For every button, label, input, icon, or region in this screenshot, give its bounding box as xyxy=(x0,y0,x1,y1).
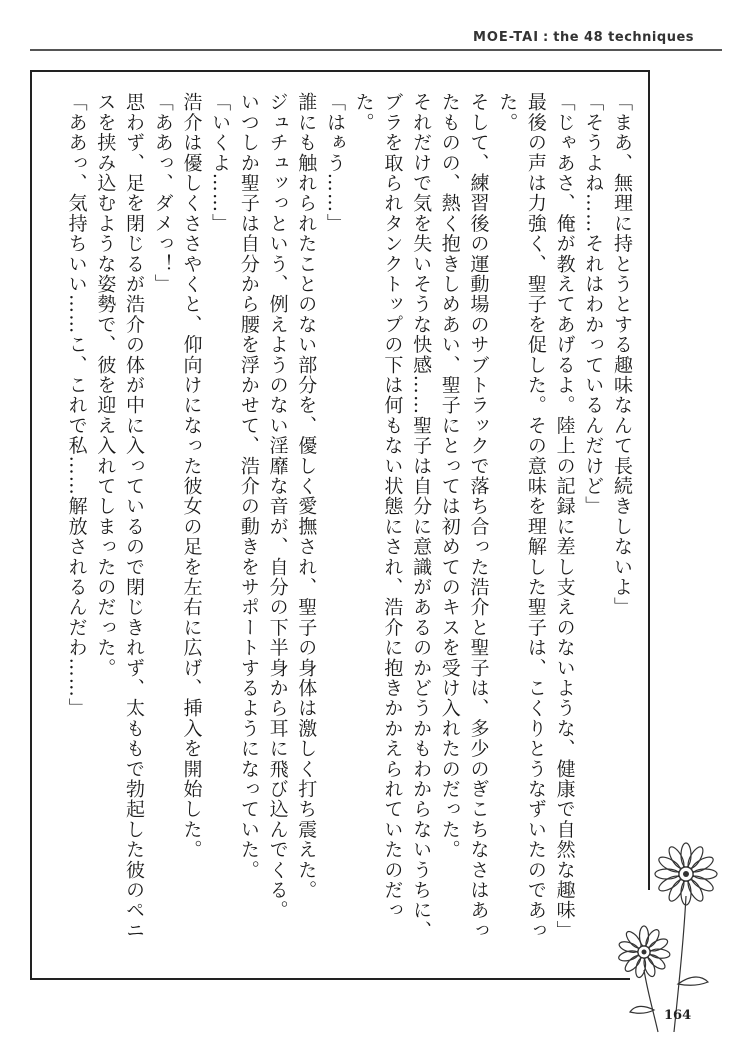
header-subtitle: the 48 techniques xyxy=(553,30,694,45)
paragraph: 最後の声は力強く、聖子を促した。その意味を理解した聖子は、こくりとうなずいたのであった。 xyxy=(496,92,547,941)
daisy-flowers-icon xyxy=(614,834,734,1034)
paragraph: 「じゃあさ、俺が教えてあげるよ。陸上の記録に差し支えのないような、健康で自然な趣味」 xyxy=(553,92,576,941)
paragraph: 「そうよね……それはわかっているんだけど」 xyxy=(582,92,605,517)
vertical-body-text xyxy=(65,92,636,952)
paragraph: それだけで気を失いそうな快感……聖子は自分に意識があるのかどうかもわからないうちに、ブラを取られタンクトップの下は何もない状態にされ、浩介に抱きかかえられていたのだった。 xyxy=(352,92,433,941)
paragraph: ジュチュッっという、例えようのない淫靡な音が、自分の下半身から耳に飛び込んでくる。 xyxy=(266,92,289,921)
frame-line-top xyxy=(30,70,650,72)
paragraph: そして、練習後の運動場のサブトラックで落ち合った浩介と聖子は、多少のぎこちなさはあったものの、熱く抱きしめあい、聖子にとっては初めてのキスを受け入れたのだった。 xyxy=(438,92,490,941)
running-header xyxy=(473,30,694,45)
header-brand: MOE-TAI xyxy=(472,30,540,45)
paragraph: 「いくよ……」 xyxy=(209,92,232,234)
paragraph: 浩介は優しくささやくと、仰向けになった彼女の足を左右に広げ、挿入を開始した。 xyxy=(180,92,203,860)
paragraph: 「ああっ、ダメっ！」 xyxy=(151,92,174,294)
paragraph: 思わず、足を閉じるが浩介の体が中に入っているので閉じきれず、太ももで勃起した彼のペニスを挟み込むような姿勢で、彼を迎え入れてしまったのだった。 xyxy=(94,92,146,941)
paragraph: 誰にも触れられたことのない部分を、優しく愛撫され、聖子の身体は激しく打ち震えた。 xyxy=(295,92,318,900)
frame-line-left xyxy=(30,70,32,978)
paragraph: 「はぁう……」 xyxy=(323,92,346,234)
paragraph: 「ああっ、気持ちいい……こ、これで私……解放されるんだわ……」 xyxy=(65,92,88,719)
frame-line-bottom xyxy=(30,978,630,980)
frame-line-right xyxy=(648,70,650,890)
paragraph: いつしか聖子は自分から腰を浮かせて、浩介の動きをサポートするようになっていた。 xyxy=(237,92,260,880)
header-separator: : xyxy=(543,30,550,45)
paragraph: 「まあ、無理に持とうとする趣味なんて長続きしないよ」 xyxy=(611,92,633,618)
header-rule xyxy=(30,49,722,51)
page-number: 164 xyxy=(664,1008,692,1023)
